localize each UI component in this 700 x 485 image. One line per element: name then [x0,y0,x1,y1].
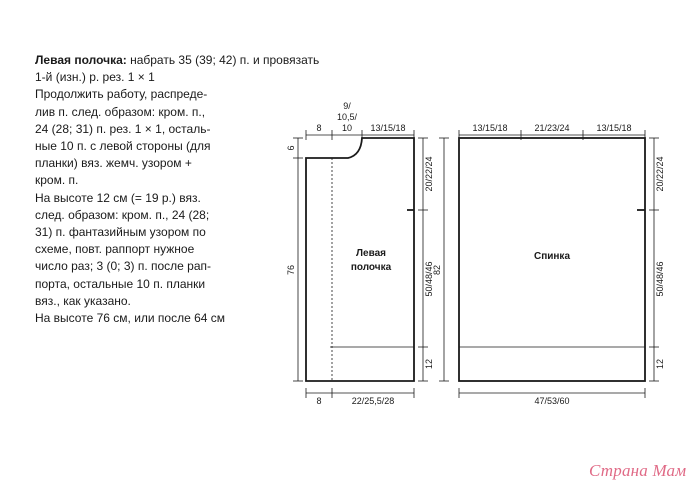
left-front-right-dim-top: 20/22/24 [424,156,434,192]
left-front-bottom-dim-right: 22/25,5/28 [351,396,395,406]
left-front-label-line2: полочка [350,262,392,273]
instructions-line: схеме, повт. раппорт нужное [35,242,195,257]
left-front-total-height: 76 [286,264,296,276]
back-right-dim-top: 20/22/24 [655,156,665,192]
instructions-line: след. образом: кром. п., 24 (28; [35,207,210,222]
back-bottom-dim: 47/53/60 [534,396,570,406]
left-front-top-dim-mid-1: 9/ [343,101,351,111]
left-front-neck-depth: 6 [286,145,296,151]
instructions-heading: Левая полочка: [35,53,127,67]
back-right-dim-bottom: 12 [655,358,665,370]
left-front-top-dim-left: 8 [316,123,322,133]
instructions-line: лив п. след. образом: кром. п., [35,104,206,119]
instructions-line: вяз., как указано. [35,293,131,308]
instructions-line: порта, остальные 10 п. планки [35,276,206,291]
back-top-dim-right: 13/15/18 [596,123,632,133]
instructions-line: 31) п. фантазийным узором по [35,225,206,240]
instructions-line: На высоте 12 см (= 19 р.) вяз. [35,190,201,205]
back-top-dim-left: 13/15/18 [472,123,508,133]
instructions-line: 1-й (изн.) р. рез. 1 × 1 [35,70,155,85]
left-front-right-dim-mid: 50/48/46 [424,261,434,297]
left-front-label-line1: Левая [356,248,386,259]
instructions-heading-rest: набрать 35 (39; 42) п. и провязать [126,53,320,67]
back-right-dim-mid: 50/48/46 [655,261,665,297]
back-total-height: 82 [432,264,442,276]
instructions-line: кром. п. [35,173,79,188]
instructions-line: На высоте 76 см, или после 64 см [35,311,226,326]
back-dimensions [439,130,659,398]
instructions-line: ные 10 п. с левой стороны (для [35,139,211,154]
site-watermark: Страна Мам [589,461,687,480]
instructions-line: число раз; 3 (0; 3) п. после рап- [35,259,212,274]
left-front-bottom-dim-left: 8 [316,396,322,406]
instructions-line: 24 (28; 31) п. рез. 1 × 1, осталь- [35,121,211,136]
back-top-dim-mid: 21/23/24 [534,123,570,133]
instructions-line: планки) вяз. жемч. узором + [35,156,192,171]
left-front-top-dim-mid-2: 10,5/ [336,112,358,122]
instructions-line: Продолжить работу, распреде- [35,87,208,102]
left-front-outline [306,138,414,381]
left-front-right-dim-bottom: 12 [424,358,434,370]
back-label: Спинка [533,251,571,262]
left-front-top-dim-right: 13/15/18 [370,123,406,133]
left-front-top-dim-mid-3: 10 [341,123,353,133]
